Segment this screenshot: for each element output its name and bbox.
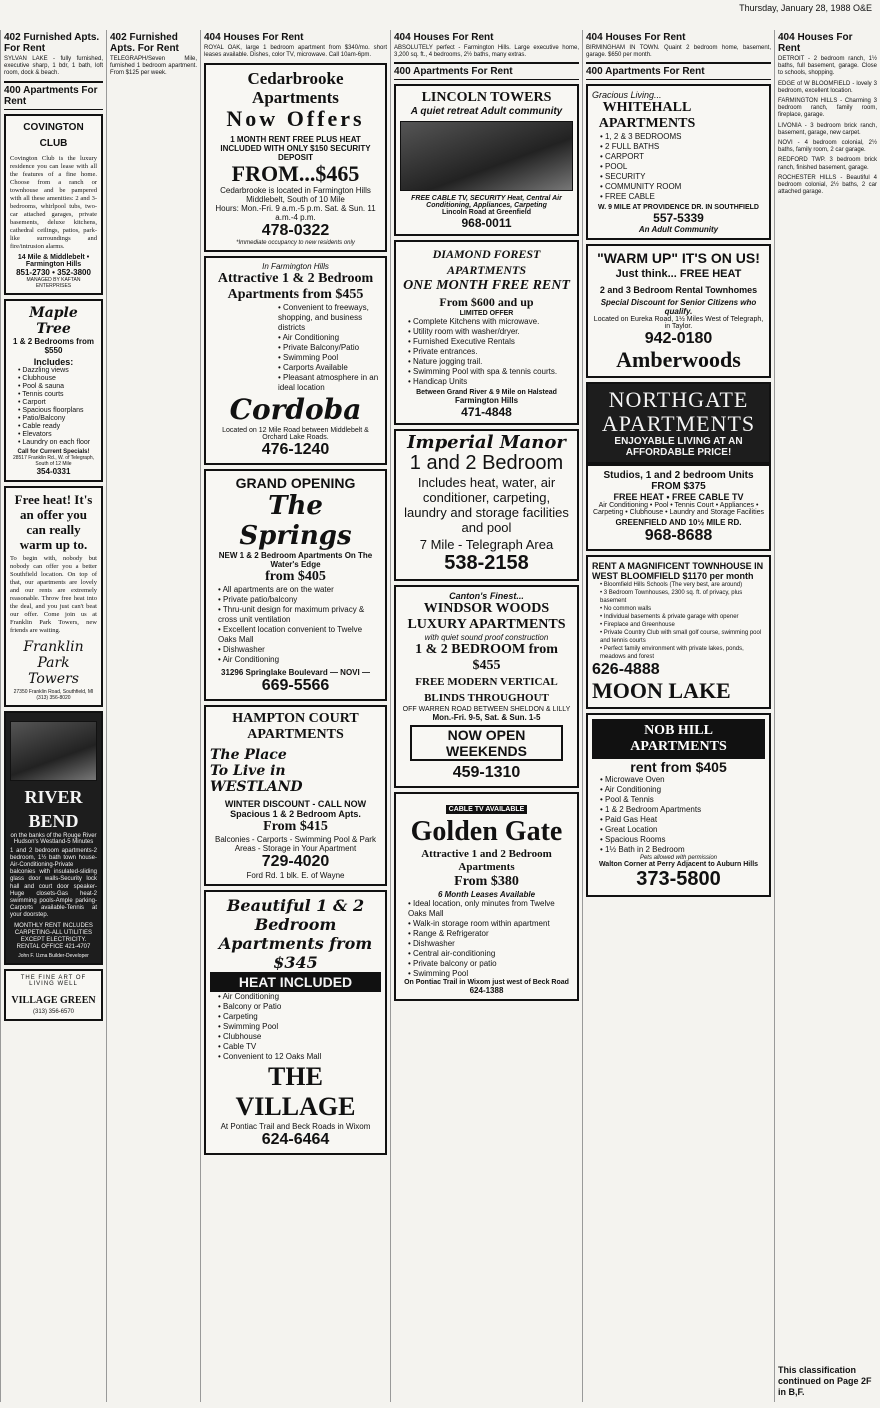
ad-headline: Now Offers [226, 106, 365, 132]
ad-address: Walton Corner at Perry Adjacent to Auburn Hills [598, 861, 759, 869]
ad-diamond-forest [394, 240, 579, 425]
ad-manager: MANAGED BY KAFTAN ENTERPRISES [26, 276, 81, 289]
feature-item: • 3 Bedroom Townhouses, 2300 sq. ft. of privacy, plus basement [600, 589, 765, 605]
ad-winter: WINTER DISCOUNT - CALL NOW Spacious 1 & 2 Bedroom Apts. [224, 799, 367, 820]
ad-address: 31296 Springlake Boulevard — NOVI — [221, 668, 370, 678]
feature-item: • Cable TV [218, 1042, 381, 1052]
ad-phone: 669-5566 [261, 677, 330, 695]
ad-deal: 1 MONTH RENT FREE PLUS HEAT INCLUDED WITH ONLY $150 SECURITY DEPOSIT [220, 135, 371, 163]
ad-photo [400, 121, 573, 191]
ad-free: FREE HEAT • FREE CABLE TV [613, 492, 744, 503]
ad-phone: 538-2158 [444, 552, 529, 575]
ad-address: At Pontiac Trail and Beck Roads in Wixom [220, 1122, 371, 1132]
feature-item: • 1 & 2 Bedroom Apartments [600, 805, 765, 815]
ad-location: In Farmington Hills [262, 262, 329, 272]
ad-title: Cedarbrooke Apartments [247, 69, 344, 108]
feature-item: • Private balcony or patio [408, 959, 573, 969]
ad-phone: (313) 356-6570 [32, 1009, 75, 1016]
ad-imperial-manor [394, 429, 579, 581]
classified-text: REDFORD TWP. 3 bedroom brick ranch, finished basement, garage. [778, 157, 877, 171]
classified-text: EDGE of W BLOOMFIELD - lovely 3 bedroom, excellent location. [778, 80, 877, 94]
ad-northgate [586, 382, 771, 464]
section-heading: 404 Houses For Rent [204, 32, 304, 43]
feature-item: • Handicap Units [408, 377, 573, 387]
ad-address: Lincoln Road at Greenfield [441, 209, 532, 217]
ad-tagline: on the banks of the Rouge River Hudson's Westland-5 Minutes [10, 832, 97, 845]
ad-lincoln-towers [394, 84, 579, 236]
section-heading: 402 Furnished Apts. For Rent [110, 32, 179, 54]
feature-item: • Spacious floorplans [18, 407, 97, 415]
ad-hours: Mon.-Fri. 9-5, Sat. & Sun. 1-5 [432, 713, 541, 723]
ad-title: The Springs [239, 491, 352, 552]
feature-item: • Central air-conditioning [408, 949, 573, 959]
ad-offer: 1 & 2 Bedrooms from $550 [13, 336, 94, 355]
ad-location: GREENFIELD AND 10½ MILE RD. [615, 518, 742, 528]
ad-amenities: Balconies - Carports - Swimming Pool & Park Areas - Storage in Your Apartment [215, 835, 376, 854]
ad-intro: Gracious Living... [592, 90, 662, 101]
feature-item: • 1½ Bath in 2 Bedroom [600, 845, 765, 855]
feature-item: • Individual basements & private garage with opener [600, 613, 765, 621]
ad-phone: 471-4848 [461, 405, 512, 420]
ad-logo-text: Franklin Park Towers [23, 638, 84, 687]
feature-item: • Thru-unit design for maximum privacy & cross unit ventilation [218, 605, 381, 625]
ad-price: From $415 [263, 819, 328, 835]
ad-the-springs [204, 469, 387, 701]
ad-address: W. 9 MILE AT PROVIDENCE DR. IN SOUTHFIELD [597, 204, 759, 212]
ad-title: THE FINE ART OF LIVING WELL [20, 975, 87, 988]
ad-phone: 476-1240 [261, 441, 330, 459]
ad-the-village [204, 890, 387, 1155]
ad-offer: Studios, 1 and 2 bedroom Units FROM $375 [603, 470, 754, 493]
feature-list [210, 585, 381, 665]
feature-item: • Furnished Executive Rentals [408, 337, 573, 347]
column-2 [106, 30, 200, 1402]
feature-item: • SECURITY [600, 172, 765, 182]
column-5 [582, 30, 774, 1402]
ad-title: Imperial Manor [407, 432, 566, 454]
feature-item: • POOL [600, 162, 765, 172]
classified-text: TELEGRAPH/Seven Mile, furnished 1 bedroom apartment. From $125 per week. [110, 56, 197, 77]
feature-item: • Elevators [18, 431, 97, 439]
ad-phone: 851-2730 • 352-3800 [16, 267, 91, 277]
ad-title: Attractive 1 & 2 Bedroom Apartments from $455 [217, 271, 374, 303]
column-6 [774, 30, 880, 1402]
ad-title: Maple Tree [29, 304, 78, 337]
ad-title: WINDSOR WOODS LUXURY APARTMENTS [407, 601, 566, 633]
ad-title: Free heat! It's an offer you can really warm up to. [14, 491, 93, 552]
ad-amenities: Air Conditioning • Pool • Tennis Court • Appliances • Carpeting • Clubhouse • Laundry and Storage Facilities [592, 502, 765, 517]
feature-item: • Nature jogging trail. [408, 357, 573, 367]
classified-text: ROCHESTER HILLS - Beautiful 4 bedroom colonial, 2½ baths, 2 car attached garage. [778, 174, 877, 196]
feature-list [400, 899, 573, 979]
ad-phone: 729-4020 [261, 853, 330, 871]
feature-item: • Patio/Balcony [18, 415, 97, 423]
ad-franklin-park [4, 486, 103, 707]
ad-rent: MONTHLY RENT INCLUDES CARPETING-ALL UTILITIES EXCEPT ELECTRICITY. RENTAL OFFICE 421-4707 [14, 922, 93, 951]
ad-tagline: with quiet sound proof construction [424, 633, 549, 643]
feature-item: • Fireplace and Greenhouse [600, 621, 765, 629]
column-3 [200, 30, 390, 1402]
feature-item: • Paid Gas Heat [600, 815, 765, 825]
ad-amberwoods [586, 244, 771, 378]
ad-title: "WARM UP" IT'S ON US! [597, 250, 760, 267]
feature-item: • Private patio/balcony [218, 595, 381, 605]
section-heading: 402 Furnished Apts. For Rent [4, 32, 100, 54]
ad-title: RIVER BEND [24, 786, 83, 831]
ad-nob-hill [586, 713, 771, 897]
ad-location: Cedarbrooke is located in Farmington Hills [220, 186, 371, 196]
feature-item: • Swimming Pool [278, 353, 381, 363]
ad-phone: 354-0331 [36, 466, 71, 476]
ad-phone: 459-1310 [452, 764, 521, 782]
ad-lease: 6 Month Leases Available [437, 890, 536, 900]
feature-item: • 2 FULL BATHS [600, 142, 765, 152]
ad-body: To begin with, nobody but nobody can offer you a better Southfield location. On top of that, our apartments are lovely and our rents are extremely reasonable. Throw free heat into the deal, and you just can't beat our offer. Come join us at Franklin Park Towers, new friends are waiting. [10, 554, 97, 634]
feature-item: • Air Conditioning [218, 655, 381, 665]
ad-river-bend [4, 711, 103, 966]
feature-item: • Walk-in storage room within apartment [408, 919, 573, 929]
ad-photo [10, 721, 97, 781]
ad-weekends: NOW OPEN WEEKENDS [410, 725, 563, 761]
section-heading: 400 Apartments For Rent [394, 62, 579, 80]
feature-item: • Air Conditioning [218, 992, 381, 1002]
feature-list [10, 367, 97, 447]
ad-cordoba [204, 256, 387, 465]
classified-text: ROYAL OAK, large 1 bedroom apartment from $340/mo. short leases available. Dishes, color TV, microwave. Call 10am-6pm. [204, 45, 387, 59]
feature-item: • Swimming Pool [218, 1022, 381, 1032]
ad-logo-text: Amberwoods [616, 347, 741, 373]
feature-item: • Excellent location convenient to Twelve Oaks Mall [218, 625, 381, 645]
feature-item: • Clubhouse [18, 375, 97, 383]
feature-item: • Great Location [600, 825, 765, 835]
classified-text: ABSOLUTELY perfect - Farmington Hills. Large executive home, 3,200 sq. ft., 4 bedrooms, 2½ baths, many extras. [394, 45, 579, 59]
feature-item: • All apartments are on the water [218, 585, 381, 595]
feature-item: • Clubhouse [218, 1032, 381, 1042]
feature-item: • Swimming Pool [408, 969, 573, 979]
ad-offer: 1 & 2 BEDROOM from $455 [415, 642, 558, 674]
feature-item: • Carport [18, 399, 97, 407]
feature-item: • Air Conditioning [278, 333, 381, 343]
ad-windsor-woods [394, 585, 579, 788]
ad-phone: 626-4888 [592, 661, 660, 679]
ad-phone: 624-1388 [469, 986, 504, 996]
ad-location: 14 Mile & Middlebelt • Farmington Hills [17, 253, 90, 268]
ad-title: Beautiful 1 & 2 Bedroom Apartments from $345 [218, 896, 373, 973]
ad-price: FROM...$465 [231, 161, 360, 187]
ad-price: from $405 [265, 569, 326, 585]
ad-title: DIAMOND FOREST APARTMENTS [432, 247, 541, 278]
ad-title: WHITEHALL APARTMENTS [598, 100, 696, 132]
feature-item: • Utility room with washer/dryer. [408, 327, 573, 337]
ad-location: Located on Eureka Road, 1½ Miles West of Telegraph, in Taylor. [593, 316, 764, 331]
ad-golden-gate [394, 792, 579, 1001]
ad-address: Ford Rd. 1 blk. E. of Wayne [246, 871, 345, 881]
feature-item: • Cable ready [18, 423, 97, 431]
ad-logo-text: MOON LAKE [592, 678, 731, 704]
ad-title: RENT A MAGNIFICENT TOWNHOUSE IN WEST BLOOMFIELD $1170 per month [592, 561, 764, 582]
ad-tagline: A quiet retreat Adult community [410, 106, 563, 118]
feature-item: • No common walls [600, 605, 765, 613]
feature-item: • Private Balcony/Patio [278, 343, 381, 353]
feature-item: • Carpeting [218, 1012, 381, 1022]
feature-list [400, 317, 573, 387]
column-1 [0, 30, 106, 1402]
feature-item: • Spacious Rooms [600, 835, 765, 845]
feature-item: • Balcony or Patio [218, 1002, 381, 1012]
ad-maple-tree [4, 299, 103, 482]
ad-phone: 557-5339 [653, 211, 704, 226]
feature-item: • Microwave Oven [600, 775, 765, 785]
classified-text: NOVI - 4 bedroom colonial, 2½ baths, family room, 2 car garage. [778, 140, 877, 154]
continued-note: This classification continued on Page 2F in B,F. [778, 1365, 872, 1397]
ad-rent: rent from $405 [630, 759, 727, 776]
ad-body: 1 and 2 bedroom apartments-2 bedroom, 1½ bath town house-Air-Conditioning-Private balconies with insulated-sliding glass door walls-Security lock hall and court door speaker-Huge closets-Gas heat-2 swimming pools-Ample parking-Carports available-Tennis at your doorstep. [10, 847, 97, 919]
ad-phone: 968-8688 [644, 527, 713, 545]
ad-note: *Immediate occupancy to new residents only [236, 240, 355, 247]
ad-title: NORTHGATE APARTMENTS [601, 387, 756, 437]
feature-list [592, 581, 765, 661]
feature-item: • Range & Refrigerator [408, 929, 573, 939]
ad-title: NOB HILL APARTMENTS [592, 719, 765, 759]
ad-free-heat: Just think... FREE HEAT [615, 268, 742, 281]
feature-item: • Convenient to 12 Oaks Mall [218, 1052, 381, 1062]
ad-address: OFF WARREN ROAD BETWEEN SHELDON & LILLY [402, 706, 571, 714]
feature-item: • Air Conditioning [600, 785, 765, 795]
feature-item: • Pool & sauna [18, 383, 97, 391]
classified-text: FARMINGTON HILLS - Charming 3 bedroom ranch, family room, fireplace, garage. [778, 98, 877, 119]
ad-offer: ONE MONTH FREE RENT [403, 278, 570, 294]
section-heading: 404 Houses For Rent [778, 32, 853, 54]
ad-headline: Attractive 1 and 2 Bedroom Apartments [421, 848, 552, 874]
ad-tagline: The Place To Live in WESTLAND [210, 747, 303, 796]
classified-text: LIVONIA - 3 bedroom brick ranch, basement, garage, new carpet. [778, 122, 877, 136]
feature-item: • Pool & Tennis [600, 795, 765, 805]
feature-item: • Private entrances. [408, 347, 573, 357]
feature-item: • Carports Available [278, 363, 381, 373]
ad-heat: HEAT INCLUDED [210, 972, 381, 992]
feature-item: • Pleasant atmosphere in an ideal location [278, 373, 381, 393]
ad-free: FREE MODERN VERTICAL BLINDS THROUGHOUT [415, 676, 558, 705]
ad-whitehall [586, 84, 771, 240]
ad-between: Between Grand River & 9 Mile on Halstead [416, 389, 557, 397]
ad-builder: John F. Uzna Builder-Developer [18, 953, 89, 960]
feature-item: • Dishwasher [218, 645, 381, 655]
ad-call: Call for Current Specials! [17, 448, 90, 455]
ad-intro: Canton's Finest... [449, 591, 524, 602]
ad-headline: 1 and 2 Bedroom [409, 452, 564, 475]
ad-phone: 942-0180 [644, 330, 713, 348]
ad-includes: Includes: [33, 356, 74, 367]
ad-tagline: ENJOYABLE LIVING AT AN AFFORDABLE PRICE! [614, 436, 743, 459]
ad-address: 27350 Franklin Road, Southfield, MI (313) 356-8020 [13, 688, 94, 701]
ad-grand-opening: GRAND OPENING [235, 475, 356, 492]
ad-free: FREE CABLE TV, SECURITY Heat, Central Air Conditioning, Appliances, Carpeting [411, 195, 562, 210]
ad-price: From $600 and up [439, 295, 534, 310]
ad-location: 7 Mile - Telegraph Area [419, 537, 554, 553]
feature-list [592, 775, 765, 855]
ad-address: 28517 Franklin Rd., W. of Telegraph, South of 12 Mile [12, 454, 95, 467]
ad-northgate-details [586, 464, 771, 551]
ad-logo-text: VILLAGE GREEN [11, 995, 96, 1007]
feature-item: • Dishwasher [408, 939, 573, 949]
feature-item: • Ideal location, only minutes from Twelve Oaks Mall [408, 899, 573, 919]
page-header [0, 0, 880, 22]
feature-item: • Convenient to freeways, shopping, and business districts [278, 303, 381, 333]
ad-title: HAMPTON COURT APARTMENTS [232, 711, 359, 743]
feature-item: • Swimming Pool with spa & tennis courts. [408, 367, 573, 377]
ad-pets: Pets allowed with permission [639, 855, 718, 862]
feature-item: • COMMUNITY ROOM [600, 182, 765, 192]
ad-phone: 373-5800 [636, 868, 721, 891]
ad-address: Middlebelt, South of 10 Mile [246, 195, 345, 205]
ad-address: On Pontiac Trail in Wixom just west of Beck Road [404, 979, 569, 987]
ad-hampton-court [204, 705, 387, 886]
ad-address: Located on 12 Mile Road between Middlebelt & Orchard Lake Roads. [222, 427, 369, 442]
ad-logo-text: THE VILLAGE [235, 1062, 356, 1122]
classified-text: SYLVAN LAKE - fully furnished, executive sharp, 1 bdr, 1 bath, loft room, dock & beach. [4, 56, 103, 77]
ad-city: Farmington Hills [454, 396, 519, 406]
feature-item: • Private Country Club with small golf course, swimming pool and tennis courts [600, 629, 765, 645]
ad-hours: Hours: Mon.-Fri. 9 a.m.-5 p.m. Sat. & Sun. 11 a.m.-4 p.m. [215, 204, 376, 223]
section-heading: 400 Apartments For Rent [586, 62, 771, 80]
ad-price: From $380 [454, 874, 519, 890]
ad-body: Covington Club is the luxury residence you can lease with all the features of a fine home. Choose from a ranch or townhouse and be pampered with all these amenities: 2 and 3-bedrooms, whirlpool tubs, two-car attached garages, private basements, deluxe kitchens, cathedral ceilings, patios, park-like surroundings and fire/intrusion alarms. [10, 154, 97, 250]
classified-text: BIRMINGHAM IN TOWN. Quaint 2 bedroom home, basement, garage. $650 per month. [586, 45, 771, 59]
feature-item: • Dazzling views [18, 367, 97, 375]
section-heading: 400 Apartments For Rent [4, 81, 103, 110]
ad-subtitle: NEW 1 & 2 Bedroom Apartments On The Water's Edge [218, 551, 373, 570]
feature-item: • 1, 2 & 3 BEDROOMS [600, 132, 765, 142]
ad-adult: An Adult Community [638, 225, 719, 235]
feature-item: • CARPORT [600, 152, 765, 162]
page-date: Thursday, January 28, 1988 O&E [739, 3, 872, 13]
ad-phone: 968-0011 [461, 216, 512, 231]
feature-item: • Tennis courts [18, 391, 97, 399]
ad-limited: LIMITED OFFER [459, 310, 514, 318]
classified-text: DETROIT - 2 bedroom ranch, 1½ baths, full basement, garage. Close to schools, shopping. [778, 56, 877, 77]
feature-list [210, 992, 381, 1062]
feature-item: • FREE CABLE [600, 192, 765, 202]
ad-rentals: 2 and 3 Bedroom Rental Townhomes [599, 285, 758, 296]
ad-phone: 624-6464 [261, 1131, 330, 1149]
feature-item: • Complete Kitchens with microwave. [408, 317, 573, 327]
feature-list [592, 132, 765, 202]
column-4 [390, 30, 582, 1402]
feature-list [270, 303, 381, 393]
ad-title: Golden Gate [410, 816, 563, 848]
ad-village-green [4, 969, 103, 1021]
feature-item: • Perfect family environment with private lakes, ponds, meadows and forest [600, 645, 765, 661]
ad-moon-lake [586, 555, 771, 709]
ad-title: LINCOLN TOWERS [421, 90, 552, 106]
feature-item: • Laundry on each floor [18, 439, 97, 447]
ad-phone: 478-0322 [261, 222, 330, 240]
section-heading: 404 Houses For Rent [394, 32, 494, 43]
ad-body: Includes heat, water, air conditioner, carpeting, laundry and storage facilities and pool [404, 475, 569, 536]
ad-logo-text: Cordoba [229, 393, 362, 427]
ad-special: Special Discount for Senior Citizens who qualify. [600, 298, 757, 317]
section-heading: 404 Houses For Rent [586, 32, 686, 43]
ad-covington [4, 114, 103, 295]
ad-cedarbrooke [204, 63, 387, 252]
ad-title: COVINGTON CLUB [23, 121, 84, 149]
feature-item: • Bloomfield Hills Schools (The very best, are around) [600, 581, 765, 589]
ad-cable: CABLE TV AVAILABLE [446, 805, 528, 814]
